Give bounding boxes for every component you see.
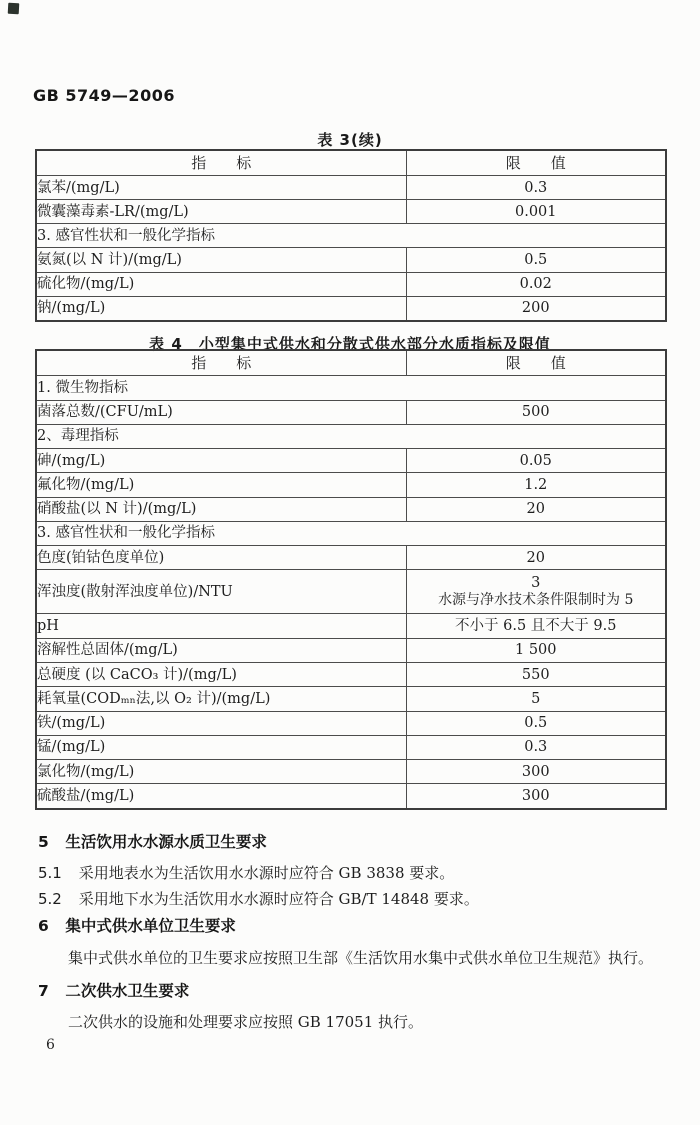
table-data-row [36, 200, 666, 224]
limit-cell: 300 [406, 760, 666, 784]
table-section-row [36, 424, 666, 448]
indicator-cell: 菌落总数/(CFU/mL) [36, 400, 406, 424]
limit-cell: 1 500 [406, 638, 666, 662]
table-data-row [36, 570, 666, 614]
section-label-cell: 2、毒理指标 [36, 424, 666, 448]
page-number: 6 [46, 1037, 55, 1053]
indicator-cell: 氯苯/(mg/L) [36, 176, 406, 200]
indicator-cell: 锰/(mg/L) [36, 735, 406, 759]
indicator-cell: 色度(铂钴色度单位) [36, 546, 406, 570]
limit-cell: 200 [406, 296, 666, 321]
section5-title: 生活饮用水水源水质卫生要求 [65, 833, 267, 851]
indicator-cell: 氨氮(以 N 计)/(mg/L) [36, 248, 406, 272]
table-data-row [36, 497, 666, 521]
limit-column-header: 限 值 [406, 350, 666, 376]
clause-5-2-number: 5.2 [38, 890, 62, 908]
table-data-row [36, 473, 666, 497]
table-data-row [36, 784, 666, 809]
indicator-cell: 浑浊度(散射浑浊度单位)/NTU [36, 570, 406, 614]
scan-artifact-mark [8, 3, 20, 15]
table-data-row [36, 176, 666, 200]
clause-5-2-text: 采用地下水为生活饮用水水源时应符合 GB/T 14848 要求。 [78, 890, 479, 908]
limit-cell: 0.5 [406, 711, 666, 735]
table-section-row [36, 224, 666, 248]
table-data-row [36, 687, 666, 711]
section7-number: 7 [38, 982, 49, 1000]
indicator-cell: 耗氧量(CODₘₙ法,以 O₂ 计)/(mg/L) [36, 687, 406, 711]
indicator-cell: 钠/(mg/L) [36, 296, 406, 321]
section-label-cell: 3. 感官性状和一般化学指标 [36, 224, 666, 248]
table-data-row [36, 663, 666, 687]
limit-cell: 0.3 [406, 176, 666, 200]
indicator-cell: pH [36, 614, 406, 638]
table-data-row [36, 272, 666, 296]
clause-5-1-text: 采用地表水为生活饮用水水源时应符合 GB 3838 要求。 [78, 864, 455, 882]
limit-cell: 0.5 [406, 248, 666, 272]
table3-title: 表 3(续) [317, 131, 383, 149]
standard-code: GB 5749—2006 [33, 86, 175, 105]
indicator-cell: 氯化物/(mg/L) [36, 760, 406, 784]
limit-cell: 5 [406, 687, 666, 711]
table-data-row [36, 248, 666, 272]
indicator-cell: 溶解性总固体/(mg/L) [36, 638, 406, 662]
table-data-row [36, 400, 666, 424]
section-label-cell: 1. 微生物指标 [36, 376, 666, 400]
indicator-cell: 铁/(mg/L) [36, 711, 406, 735]
table-data-row [36, 711, 666, 735]
table-data-row [36, 760, 666, 784]
section7-paragraph: 二次供水的设施和处理要求应按照 GB 17051 执行。 [68, 1013, 424, 1031]
indicator-column-header: 指 标 [36, 150, 406, 176]
section6-title: 集中式供水单位卫生要求 [65, 917, 236, 935]
limit-cell: 0.02 [406, 272, 666, 296]
section-label-cell: 3. 感官性状和一般化学指标 [36, 521, 666, 545]
indicator-cell: 硫酸盐/(mg/L) [36, 784, 406, 809]
clause-5-1 [38, 862, 454, 883]
limit-cell: 500 [406, 400, 666, 424]
clause-5-1-number: 5.1 [38, 864, 62, 882]
table-section-row [36, 376, 666, 400]
indicator-cell: 硝酸盐(以 N 计)/(mg/L) [36, 497, 406, 521]
section6-paragraph: 集中式供水单位的卫生要求应按照卫生部《生活饮用水集中式供水单位卫生规范》执行。 [68, 949, 654, 967]
table4-small-supply-limits [35, 349, 667, 810]
limit-cell: 20 [406, 546, 666, 570]
limit-cell: 20 [406, 497, 666, 521]
table-header-row [36, 350, 666, 376]
table-data-row [36, 296, 666, 321]
indicator-cell: 砷/(mg/L) [36, 449, 406, 473]
section7-title: 二次供水卫生要求 [65, 982, 190, 1000]
table-section-row [36, 521, 666, 545]
limit-cell: 1.2 [406, 473, 666, 497]
section5-heading [38, 830, 267, 852]
table-data-row [36, 735, 666, 759]
table4-title: 表 4 小型集中式供水和分散式供水部分水质指标及限值 [149, 335, 551, 353]
limit-column-header: 限 值 [406, 150, 666, 176]
limit-cell: 不小于 6.5 且不大于 9.5 [406, 614, 666, 638]
table-data-row [36, 638, 666, 662]
limit-cell: 550 [406, 663, 666, 687]
section5-number: 5 [38, 833, 49, 851]
limit-cell: 0.3 [406, 735, 666, 759]
limit-cell: 0.05 [406, 449, 666, 473]
table-data-row [36, 614, 666, 638]
limit-cell: 300 [406, 784, 666, 809]
section6-heading [38, 914, 236, 936]
limit-value: 3 [531, 575, 541, 592]
clause-5-2 [38, 888, 479, 909]
table-data-row [36, 449, 666, 473]
indicator-cell: 微囊藻毒素-LR/(mg/L) [36, 200, 406, 224]
limit-cell: 0.001 [406, 200, 666, 224]
limit-note: 水源与净水技术条件限制时为 5 [438, 592, 634, 609]
table-header-row [36, 150, 666, 176]
indicator-cell: 硫化物/(mg/L) [36, 272, 406, 296]
indicator-cell: 氟化物/(mg/L) [36, 473, 406, 497]
table3-water-quality-continued [35, 149, 667, 322]
limit-cell [406, 570, 666, 614]
section7-heading [38, 979, 189, 1001]
section6-number: 6 [38, 917, 49, 935]
indicator-column-header: 指 标 [36, 350, 406, 376]
indicator-cell: 总硬度 (以 CaCO₃ 计)/(mg/L) [36, 663, 406, 687]
table-data-row [36, 546, 666, 570]
